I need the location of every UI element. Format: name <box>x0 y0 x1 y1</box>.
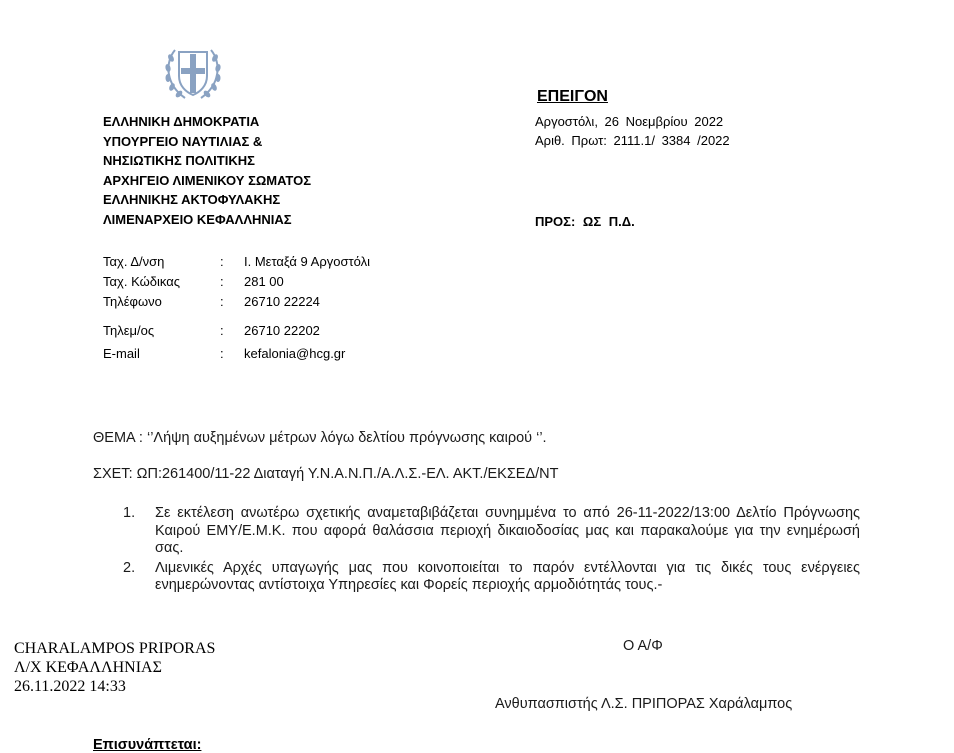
attachments-heading: Επισυνάπτεται: <box>93 737 202 753</box>
signer-timestamp: 26.11.2022 14:33 <box>14 678 126 695</box>
document-meta <box>535 112 730 150</box>
issuing-authority <box>103 112 311 229</box>
signatory-name: Ανθυπασπιστής Λ.Σ. ΠΡΙΠΟΡΑΣ Χαράλαμπος <box>495 696 793 712</box>
signatory-title: Ο Α/Φ <box>623 638 663 654</box>
list-item-number: 1. <box>123 505 136 521</box>
authority-line: ΥΠΟΥΡΓΕΙΟ ΝΑΥΤΙΛΙΑΣ & <box>103 133 263 149</box>
authority-line: ΑΡΧΗΓΕΙΟ ΛΙΜΕΝΙΚΟΥ ΣΩΜΑΤΟΣ <box>103 172 312 188</box>
list-item-text: Σε εκτέλεση ανωτέρω σχετικής αναμεταβιβάζεται συνημμένα το από 26-11-2022/13:00 Δελτίο Πρόγνωσης Καιρού ΕΜΥ/Ε.Μ.Κ. που αφορά θαλάσσια περιοχή δικαιοδοσίας μας και παρακαλούμε για την ενημέρωσή σας. <box>155 505 860 556</box>
contact-value: Ι. Μεταξά 9 Αργοστόλι <box>244 254 370 269</box>
urgent-label: ΕΠΕΙΓΟΝ <box>537 88 608 105</box>
list-item <box>93 505 860 558</box>
contact-label: Ταχ. Κώδικας <box>103 274 180 289</box>
authority-line: ΝΗΣΙΩΤΙΚΗΣ ΠΟΛΙΤΙΚΗΣ <box>103 153 255 168</box>
contact-value: 281 00 <box>244 274 284 289</box>
authority-line: ΕΛΛΗΝΙΚΗΣ ΑΚΤΟΦΥΛΑΚΗΣ <box>103 192 281 207</box>
digital-signature-stamp <box>14 639 215 696</box>
numbered-list <box>93 505 860 597</box>
contact-value: 26710 22224 <box>244 294 320 309</box>
contact-separator: : <box>220 323 224 338</box>
contact-label: Τηλέφωνο <box>103 294 162 309</box>
contact-label: E-mail <box>103 346 140 361</box>
reference-line: ΣΧΕΤ: ΩΠ:261400/11-22 Διαταγή Υ.Ν.Α.Ν.Π./Α.Λ.Σ.-ΕΛ. ΑΚΤ./ΕΚΣΕΔ/ΝΤ <box>93 466 559 482</box>
list-item-number: 2. <box>123 559 136 576</box>
contact-label: Τηλεμ/ος <box>103 323 155 338</box>
contact-separator: : <box>220 294 224 309</box>
place-date: Αργοστόλι, 26 Νοεμβρίου 2022 <box>535 114 724 129</box>
signer-name: CHARALAMPOS PRIPORAS <box>14 640 216 657</box>
signer-office: Λ/Χ ΚΕΦΑΛΛΗΝΙΑΣ <box>14 659 162 676</box>
greek-coat-of-arms-icon <box>163 40 223 104</box>
contact-separator: : <box>220 274 224 289</box>
list-item <box>93 560 860 595</box>
contact-value: kefalonia@hcg.gr <box>244 346 346 361</box>
contact-separator: : <box>220 254 224 269</box>
contact-value: 26710 22202 <box>244 323 320 338</box>
authority-line: ΕΛΛΗΝΙΚΗ ΔΗΜΟΚΡΑΤΙΑ <box>103 114 260 129</box>
subject-line: ΘΕΜΑ : ‘’Λήψη αυξημένων μέτρων λόγω δελτίου πρόγνωσης καιρού ‘’. <box>93 430 547 446</box>
contact-label: Ταχ. Δ/νση <box>103 254 165 269</box>
list-item-text: Λιμενικές Αρχές υπαγωγής μας που κοινοποιείται το παρόν εντέλλονται για τις δικές τους ενέργειες ενημερώνοντας αντίστοιχα Υπηρεσίες και Φορείς περιοχής αρμοδιότητάς τους.- <box>155 559 860 593</box>
recipient: ΠΡΟΣ: ΩΣ Π.Δ. <box>535 214 635 229</box>
authority-line: ΛΙΜΕΝΑΡΧΕΙΟ ΚΕΦΑΛΛΗΝΙΑΣ <box>103 211 292 227</box>
contact-separator: : <box>220 346 224 361</box>
protocol-number: Αριθ. Πρωτ: 2111.1/ 3384 /2022 <box>535 133 730 148</box>
